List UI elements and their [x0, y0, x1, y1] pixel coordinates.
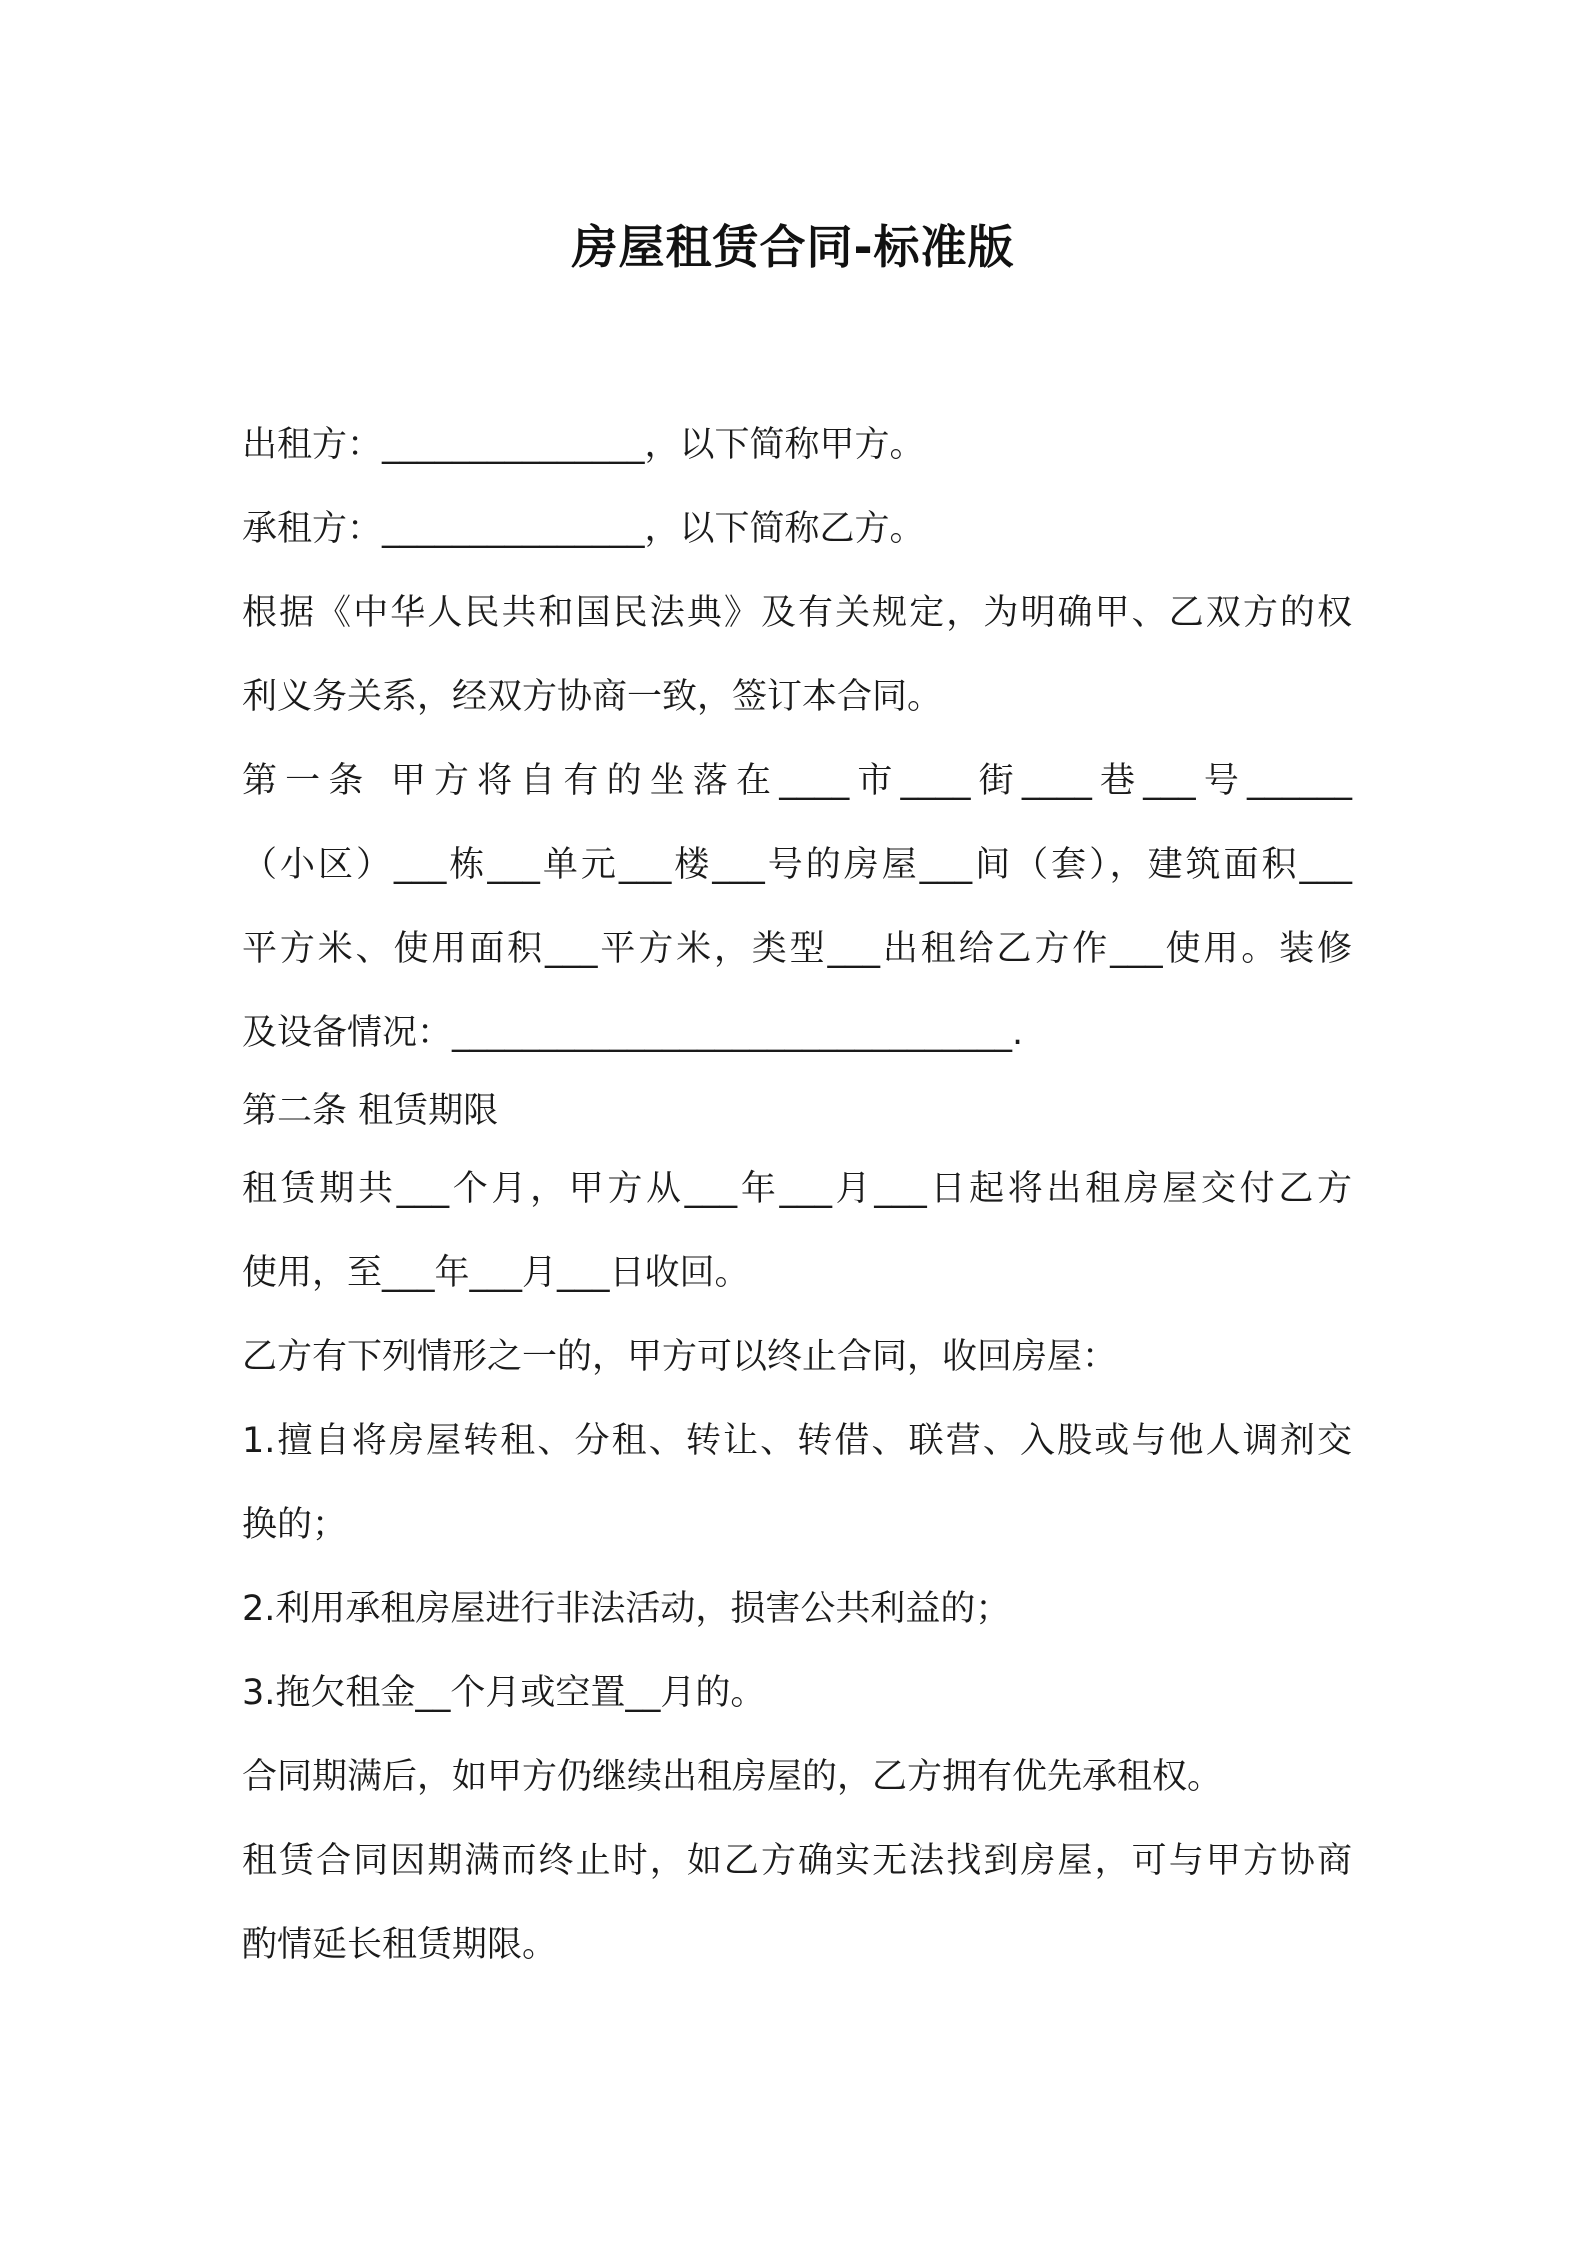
- extension-line-2: 酌情延长租赁期限。: [242, 1925, 558, 1965]
- termination-item-1-line-2: 换的；: [242, 1505, 348, 1545]
- article-1-line-4: 及设备情况：________________________________.: [242, 1013, 1024, 1053]
- preamble-line-1: 根据《中华人民共和国民法典》及有关规定，为明确甲、乙双方的权: [242, 593, 1352, 633]
- lessor-line: 出租方：_______________，以下简称甲方。: [242, 425, 925, 465]
- renewal-priority-line: 合同期满后，如甲方仍继续出租房屋的，乙方拥有优先承租权。: [242, 1757, 1223, 1797]
- lessee-line: 承租方：_______________，以下简称乙方。: [242, 509, 925, 549]
- extension-line-1: 租赁合同因期满而终止时，如乙方确实无法找到房屋，可与甲方协商: [242, 1841, 1352, 1881]
- preamble-line-2: 利义务关系，经双方协商一致，签订本合同。: [242, 677, 943, 717]
- lease-term-line-2: 使用，至___年___月___日收回。: [242, 1253, 750, 1293]
- termination-item-2: 2.利用承租房屋进行非法活动，损害公共利益的；: [242, 1589, 1011, 1629]
- article-1-line-1: 第一条 甲方将自有的坐落在____市____街____巷___号______: [242, 761, 1352, 801]
- lease-term-line-1: 租赁期共___个月，甲方从___年___月___日起将出租房屋交付乙方: [242, 1169, 1352, 1209]
- article-1-line-2: （小区）___栋___单元___楼___号的房屋___间（套），建筑面积___: [242, 845, 1352, 885]
- termination-item-3: 3.拖欠租金__个月或空置__月的。: [242, 1673, 766, 1713]
- article-1-line-3: 平方米、使用面积___平方米，类型___出租给乙方作___使用。装修: [242, 929, 1352, 969]
- document-title: 房屋租赁合同-标准版: [571, 220, 1015, 274]
- termination-item-1-line-1: 1.擅自将房屋转租、分租、转让、转借、联营、入股或与他人调剂交: [242, 1421, 1352, 1461]
- termination-intro: 乙方有下列情形之一的，甲方可以终止合同，收回房屋：: [242, 1337, 1118, 1377]
- article-2-heading: 第二条 租赁期限: [242, 1091, 499, 1131]
- document-body: [242, 403, 1352, 1987]
